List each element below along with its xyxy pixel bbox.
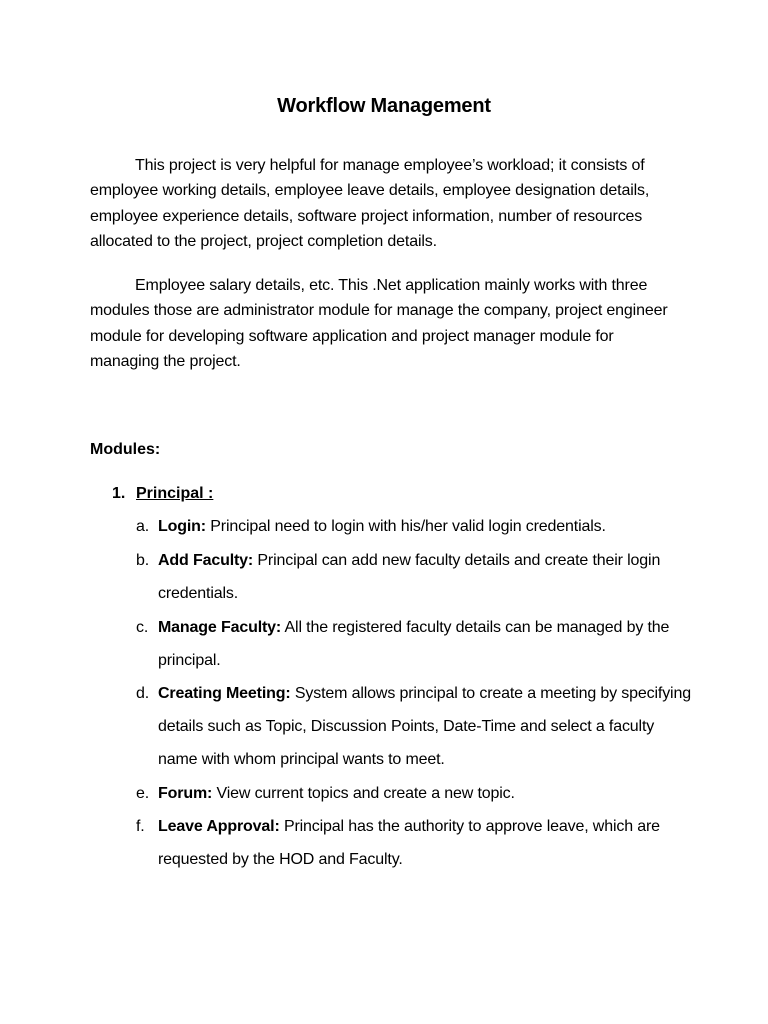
modules-heading: Modules: [90, 441, 161, 458]
list-item-body [158, 677, 696, 776]
list-item-text: View current topics and create a new topic. [212, 785, 515, 802]
list-item-leave-approval [136, 810, 696, 876]
list-item-term: Login: [158, 518, 206, 535]
list-item-text: Principal need to login with his/her valid login credentials. [205, 518, 606, 535]
list-item-term: Leave Approval: [158, 818, 280, 835]
list-item-body [158, 810, 696, 876]
list-item-term: Add Faculty: [158, 552, 254, 569]
list-item-text: Principal can add new faculty details and create their login credentials. [158, 552, 661, 602]
list-marker: a. [136, 518, 150, 535]
module-number: 1. [112, 485, 126, 502]
module-heading-principal [112, 483, 213, 505]
list-item-body [158, 611, 696, 677]
list-item-add-faculty [136, 544, 696, 610]
document-title: Workflow Management [277, 95, 491, 117]
description-paragraph: Employee salary details, etc. This .Net application mainly works with three modules those are administrator module for manage the company, project engineer module for developing software application and project manager module for managing the project. [90, 277, 668, 370]
list-item-text: System allows principal to create a meeting by specifying details such as Topic, Discussion Points, Date-Time and select a faculty name with whom principal wants to meet. [158, 685, 691, 768]
list-marker: d. [136, 685, 150, 702]
list-item-text: Principal has the authority to approve leave, which are requested by the HOD and Faculty. [158, 818, 660, 868]
list-item-manage-faculty [136, 611, 696, 677]
list-item-term: Forum: [158, 785, 213, 802]
list-item-term: Manage Faculty: [158, 619, 282, 636]
module-name: Principal : [136, 485, 214, 502]
list-marker: f. [136, 818, 145, 835]
list-marker: b. [136, 552, 150, 569]
list-item-body [158, 777, 696, 810]
list-marker: c. [136, 619, 149, 636]
list-item-body [158, 544, 696, 610]
list-item-term: Creating Meeting: [158, 685, 291, 702]
list-item-login [136, 510, 696, 543]
list-item-forum [136, 777, 696, 810]
list-item-text: All the registered faculty details can be managed by the principal. [158, 619, 670, 669]
intro-paragraph: This project is very helpful for manage employee’s workload; it consists of employee working details, employee leave details, employee designation details, employee experience details, software project information, number of resources allocated to the project, project completion details. [90, 157, 650, 250]
list-item-creating-meeting [136, 677, 696, 776]
list-item-body [158, 510, 696, 543]
list-marker: e. [136, 785, 150, 802]
